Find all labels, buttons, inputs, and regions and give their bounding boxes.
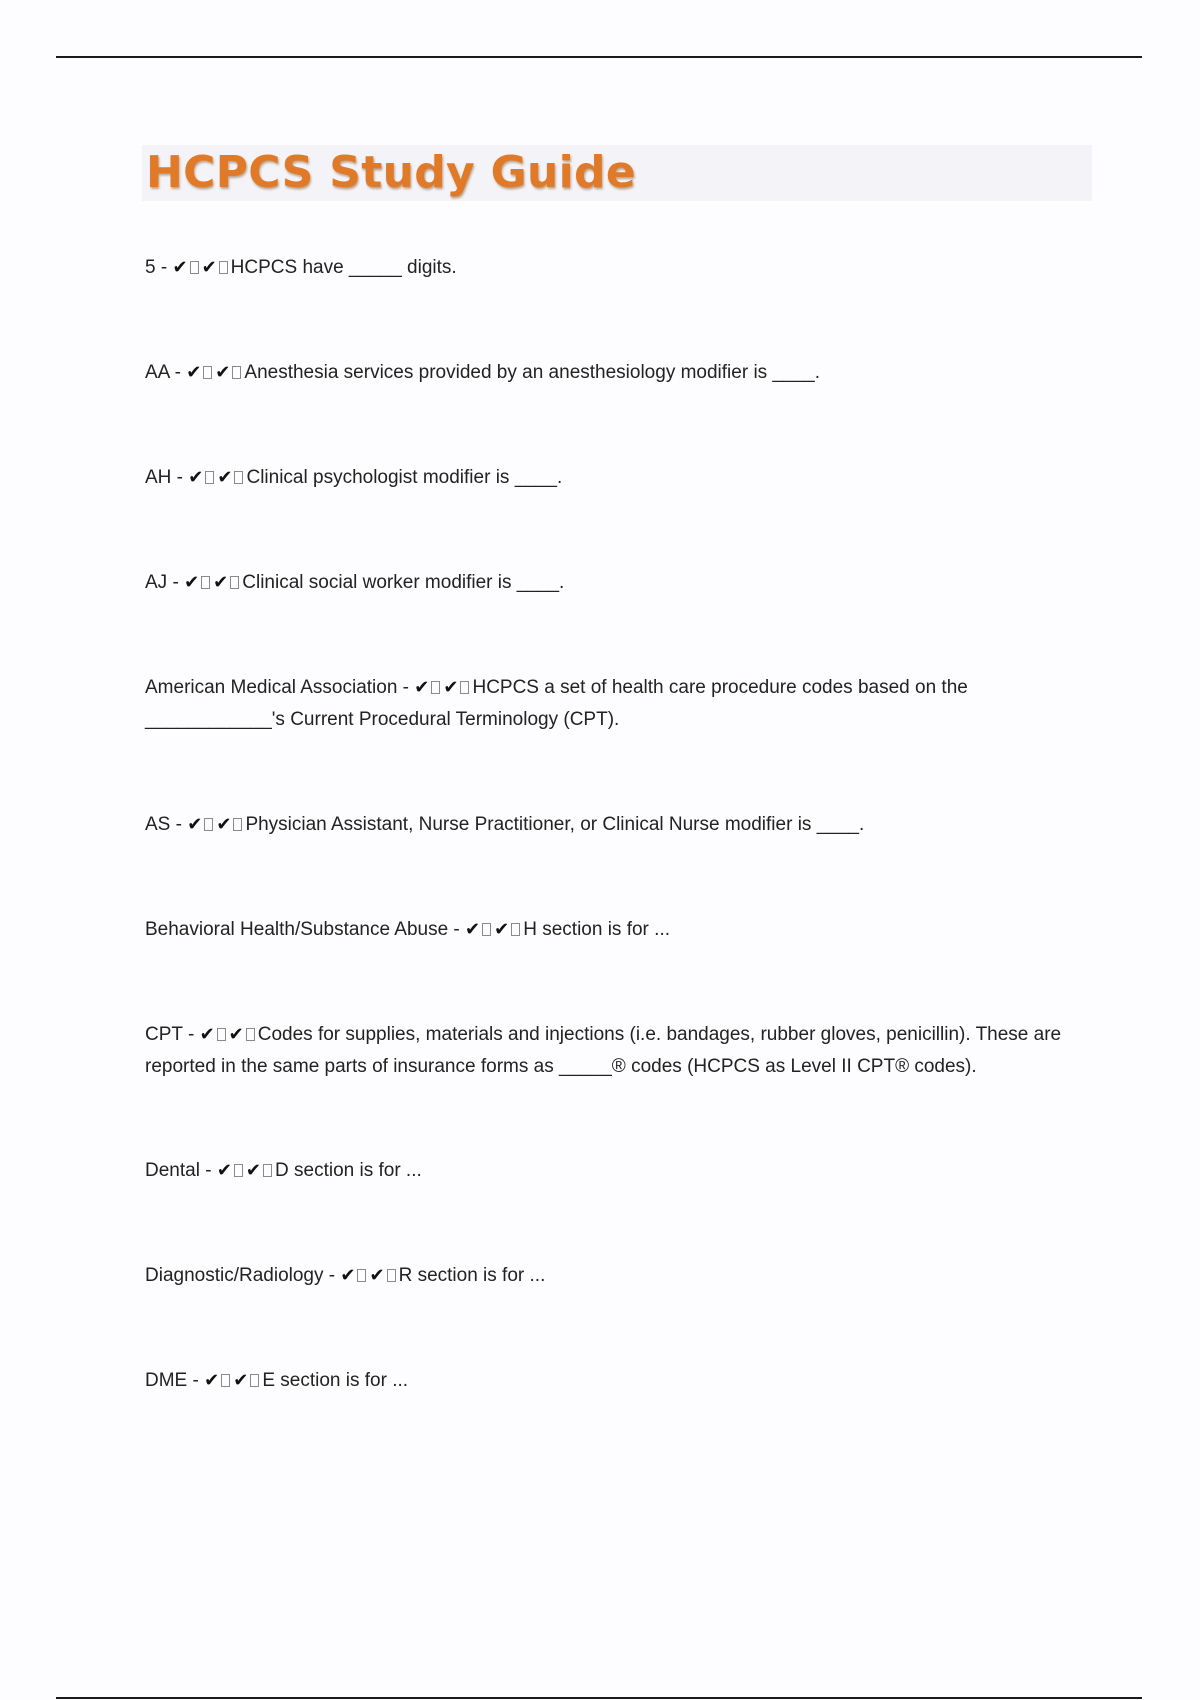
check-icon: ✔ [369,1265,385,1286]
check-icon: ✔ [186,362,202,383]
check-icon: ✔ [233,1370,249,1391]
entry-separator: - [397,677,415,698]
entry-definition: D section is for ... [275,1160,422,1181]
box-icon [190,261,199,274]
box-icon [230,576,239,589]
entry-term: American Medical Association [145,677,398,698]
box-icon [357,1269,366,1282]
check-icon: ✔ [245,1160,261,1181]
check-icon: ✔ [201,257,217,278]
check-icon: ✔ [215,362,231,383]
entry-separator: - [169,362,187,383]
page-title: HCPCS Study Guide [146,147,636,198]
entry-term: AA [145,362,170,383]
check-icon: ✔ [188,467,204,488]
box-icon [234,471,243,484]
box-icon [217,1028,226,1041]
entry-term: AH [145,467,172,488]
box-icon [431,681,440,694]
entry-definition: Physician Assistant, Nurse Practitioner, or Clinical Nurse modifier is ____. [245,814,865,835]
entry [145,1155,1105,1187]
entry-definition: E section is for ... [262,1370,409,1391]
entry-term: AJ [145,572,168,593]
entry-definition: Clinical social worker modifier is ____. [242,572,565,593]
check-icon: ✔ [184,572,200,593]
check-icon: ✔ [213,572,229,593]
entry-definition: R section is for ... [398,1265,546,1286]
check-icon: ✔ [414,677,430,698]
box-icon [263,1164,272,1177]
box-icon [201,576,210,589]
box-icon [233,818,242,831]
check-icon: ✔ [340,1265,356,1286]
check-icon: ✔ [465,919,481,940]
entry [145,462,1105,494]
check-icon: ✔ [443,677,459,698]
entry [145,1365,1105,1397]
entry [145,809,1105,841]
entry-term: Behavioral Health/Substance Abuse [145,919,449,940]
check-icon: ✔ [217,467,233,488]
check-icon: ✔ [216,1160,232,1181]
entry [145,914,1105,946]
bottom-rule [56,1697,1142,1699]
check-icon: ✔ [199,1024,215,1045]
box-icon [219,261,228,274]
entry [145,357,1105,389]
entry-term: Dental [145,1160,200,1181]
check-icon: ✔ [187,814,203,835]
box-icon [460,681,469,694]
entry-separator: - [182,1024,200,1045]
entry-separator: - [448,919,466,940]
entry-definition: HCPCS a set of health care procedure codes based on the ____________'s Current Procedural Terminology (CPT). [145,677,968,730]
entry-definition: Codes for supplies, materials and injections (i.e. bandages, rubber gloves, penicillin). These are reported in the same parts of insurance forms as _____® codes (HCPCS as Level II CPT® codes). [145,1024,1062,1077]
check-icon: ✔ [216,814,232,835]
check-icon: ✔ [228,1024,244,1045]
check-icon: ✔ [494,919,510,940]
top-rule [56,56,1142,58]
entry-term: AS [145,814,171,835]
box-icon [204,818,213,831]
box-icon [387,1269,396,1282]
entry [145,1019,1105,1083]
box-icon [205,471,214,484]
box-icon [203,366,212,379]
box-icon [250,1374,259,1387]
entry-definition: Clinical psychologist modifier is ____. [246,467,563,488]
entry [145,567,1105,599]
entry-separator: - [323,1265,341,1286]
entry-term: Diagnostic/Radiology [145,1265,324,1286]
entry-term: DME [145,1370,188,1391]
box-icon [221,1374,230,1387]
entry-separator: - [199,1160,217,1181]
entry [145,252,1105,284]
entry [145,1260,1105,1292]
entry-separator: - [187,1370,205,1391]
entry-definition: H section is for ... [523,919,671,940]
entry-separator: - [155,257,173,278]
entry-definition: Anesthesia services provided by an anesthesiology modifier is ____. [244,362,820,383]
box-icon [246,1028,255,1041]
box-icon [482,923,491,936]
entry [145,672,1105,736]
box-icon [232,366,241,379]
entry-separator: - [170,814,188,835]
entry-separator: - [171,467,189,488]
check-icon: ✔ [204,1370,220,1391]
entry-term: CPT [145,1024,183,1045]
entry-definition: HCPCS have _____ digits. [230,257,457,278]
entry-separator: - [167,572,185,593]
check-icon: ✔ [172,257,188,278]
box-icon [234,1164,243,1177]
entry-term: 5 [145,257,156,278]
box-icon [511,923,520,936]
